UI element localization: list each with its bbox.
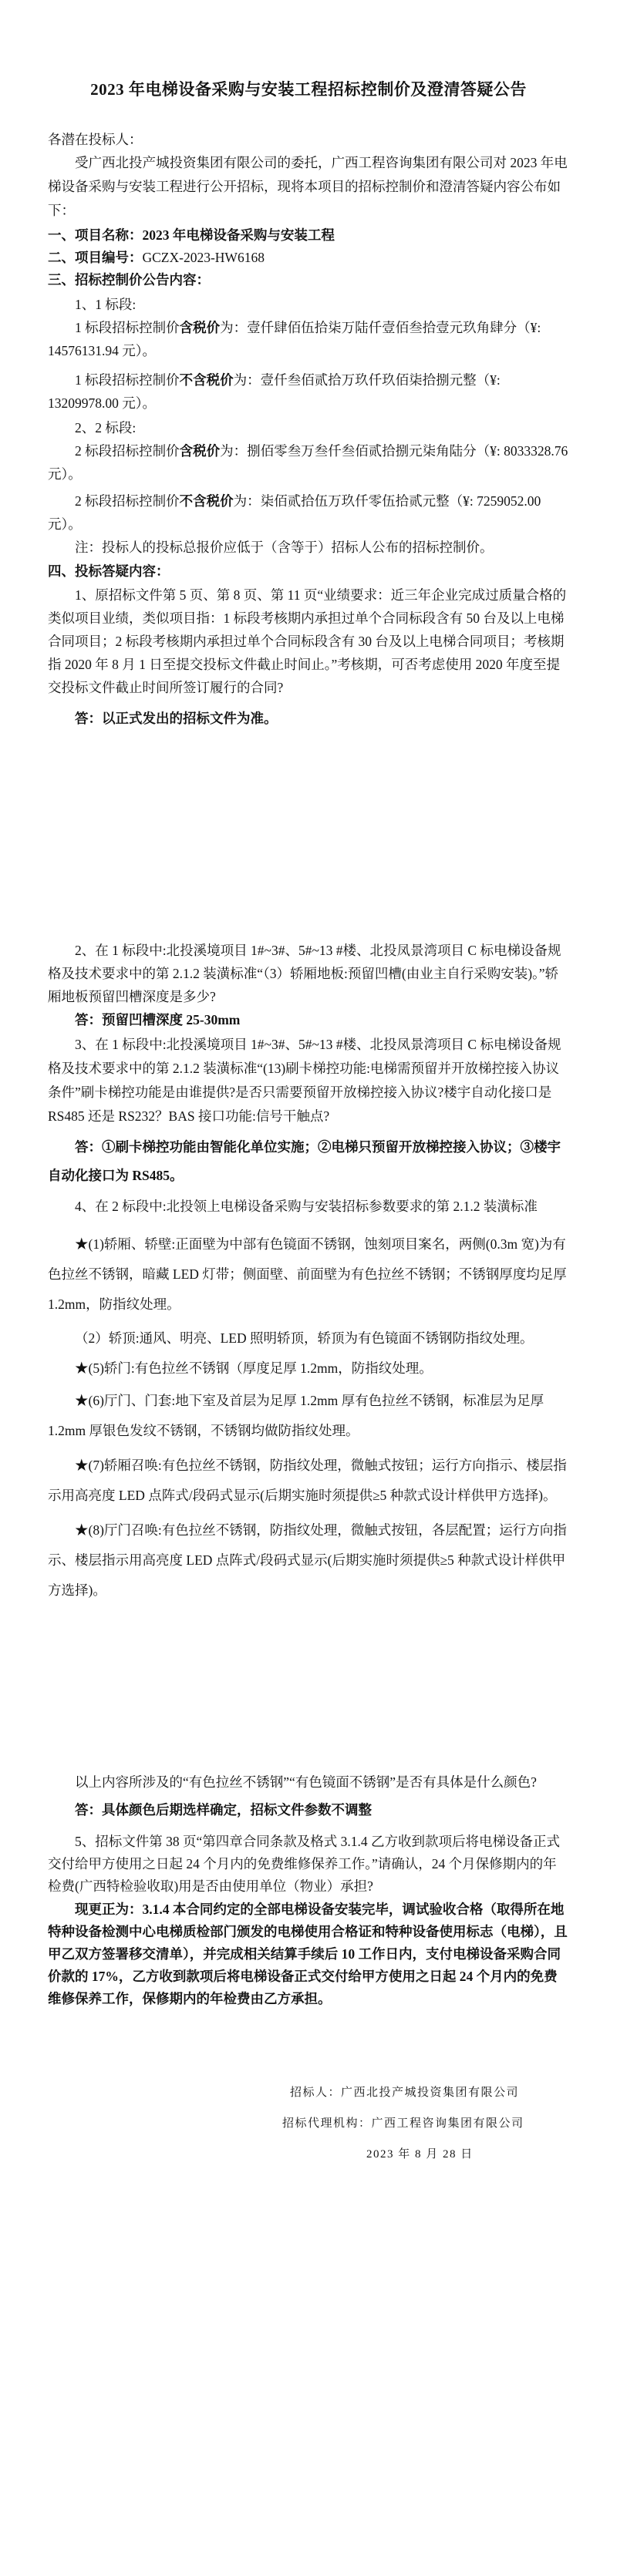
spec-item-8: ★(8)厅门召唤:有色拉丝不锈钢，防指纹处理，微触式按钮，各层配置；运行方向指示、楼层指示用高亮度 LED 点阵式/段码式显示(后期实施时须提供≥5 种款式设计样供甲方选择)。	[48, 1522, 567, 1598]
lot1-incl-amount: 为：壹仟肆佰伍拾柒万陆仟壹佰叁拾壹元玖角肆分（¥: 14576131.94 元）。	[48, 320, 541, 358]
lot2-excl-prefix: 2 标段招标控制价	[75, 493, 180, 509]
question-3: 3、在 1 标段中:北投溪境项目 1#~3#、5#~13 #楼、北投凤景湾项目 C 标电梯设备规格及技术要求中的第 2.1.2 装潢标准“(13)刷卡梯控功能:电梯需预留并开放梯控接入协议条件”刷卡梯控功能是由谁提供?是否只需要预留开放梯控接入协议?楼宇自动化接口是 RS485 还是 RS232？BAS 接口功能:信号干触点?	[48, 1037, 561, 1124]
announcement-date: 2023 年 8 月 28 日	[366, 2148, 474, 2161]
spec-item-7: ★(7)轿厢召唤:有色拉丝不锈钢，防指纹处理，微触式按钮；运行方向指示、楼层指示用高亮度 LED 点阵式/段码式显示(后期实施时须提供≥5 种款式设计样供甲方选择)。	[48, 1458, 567, 1503]
correction-paragraph: 现更正为：3.1.4 本合同约定的全部电梯设备安装完毕，调试验收合格（取得所在地特种设备检测中心电梯质检部门颁发的电梯使用合格证和特种设备使用标志（电梯），且甲乙双方签署移交清单），并完成相关结算手续后 10 工作日内，支付电梯设备采购合同价款的 17%，乙方收到款项后将电梯设备正式交付给甲方使用之日起 24 个月内的免费维修保养工作，保修期内的年检费由乙方承担。	[48, 1902, 568, 2006]
spec-item-6: ★(6)厅门、门套:地下室及首层为足厚 1.2mm 厚有色拉丝不锈钢，标准层为足厚 1.2mm 厚银色发纹不锈钢，不锈钢均做防指纹处理。	[48, 1393, 545, 1438]
color-question: 以上内容所涉及的“有色拉丝不锈钢”“有色镜面不锈钢”是否有具体是什么颜色?	[75, 1774, 537, 1790]
answer-1: 答：以正式发出的招标文件为准。	[75, 711, 278, 726]
doc-title: 2023 年电梯设备采购与安装工程招标控制价及澄清答疑公告	[90, 80, 527, 99]
question-1: 1、原招标文件第 5 页、第 8 页、第 11 页“业绩要求：近三年企业完成过质量合格的类似项目业绩，类似项目指：1 标段考核期内承担过单个合同标段含有 50 台及以上电梯合同项目；2 标段考核期内承担过单个合同标段含有 30 台及以上电梯合同项目；考核期指 2020 年 8 月 1 日至提交投标文件截止时间止。”考核期，可否考虑使用 2020 年度至提交投标文件截止时间所签订履行的合同?	[48, 587, 567, 695]
tax-excluded-label: 不含税价	[179, 493, 234, 509]
tax-included-label: 含税价	[179, 320, 221, 335]
section-4-heading: 四、投标答疑内容：	[48, 563, 170, 579]
spec-item-1: ★(1)轿厢、轿壁:正面壁为中部有色镜面不锈钢，蚀刻项目案名，两侧(0.3m 宽)为有色拉丝不锈钢，暗藏 LED 灯带；侧面壁、前面壁为有色拉丝不锈钢；不锈钢厚度均足厚 1.2mm，防指纹处理。	[48, 1236, 567, 1312]
lot1-price-excl-tax	[48, 368, 569, 415]
color-answer: 答：具体颜色后期选样确定，招标文件参数不调整	[75, 1802, 372, 1818]
spec-item-5: ★(5)轿门:有色拉丝不锈钢（厚度足厚 1.2mm，防指纹处理。	[75, 1360, 433, 1376]
tax-included-label: 含税价	[179, 443, 221, 459]
question-5: 5、招标文件第 38 页“第四章合同条款及格式 3.1.4 乙方收到款项后将电梯设备正式交付给甲方使用之日起 24 个月内的免费维修保养工作。”请确认，24 个月保修期内的年检费(广西特检验收取)用是否由使用单位（物业）承担?	[48, 1834, 561, 1894]
section-2-heading	[48, 247, 569, 269]
lot1-heading: 1、1 标段:	[75, 297, 137, 312]
project-number-label: 二、项目编号：	[48, 250, 143, 265]
project-name-label: 一、项目名称：	[48, 227, 143, 243]
intro-paragraph: 受广西北投产城投资集团有限公司的委托，广西工程咨询集团有限公司对 2023 年电梯设备采购与安装工程进行公开招标，现将本项目的招标控制价和澄清答疑内容公布如下：	[48, 155, 568, 218]
lot1-excl-amount: 为：壹仟叁佰贰拾万玖仟玖佰柒拾捌元整（¥: 13209978.00 元）。	[48, 372, 501, 411]
project-name-value: 2023 年电梯设备采购与安装工程	[142, 227, 335, 243]
lot2-price-incl-tax	[48, 439, 569, 486]
agent-signature: 招标代理机构：广西工程咨询集团有限公司	[282, 2117, 524, 2130]
lot1-incl-prefix: 1 标段招标控制价	[75, 320, 180, 335]
spec-item-2: （2）轿顶:通风、明亮、LED 照明轿顶，轿顶为有色镜面不锈钢防指纹处理。	[75, 1330, 534, 1346]
question-4-intro: 4、在 2 标段中:北投领上电梯设备采购与安装招标参数要求的第 2.1.2 装潢标准	[75, 1199, 538, 1214]
note-line: 注：投标人的投标总报价应低于（含等于）招标人公布的招标控制价。	[75, 540, 494, 555]
lot2-incl-prefix: 2 标段招标控制价	[75, 443, 180, 459]
project-number-value: GCZX-2023-HW6168	[142, 250, 265, 265]
question-2: 2、在 1 标段中:北投溪境项目 1#~3#、5#~13 #楼、北投凤景湾项目 C 标电梯设备规格及技术要求中的第 2.1.2 装潢标准“（3）轿厢地板:预留凹槽(由业主自行采购安装)。”轿厢地板预留凹槽深度是多少?	[48, 943, 561, 1004]
lot2-price-excl-tax	[48, 489, 569, 536]
lot2-excl-amount: 为：柒佰贰拾伍万玖仟零伍拾贰元整（¥: 7259052.00 元）。	[48, 493, 541, 532]
lot2-incl-amount: 为：捌佰零叁万叁仟叁佰贰拾捌元柒角陆分（¥: 8033328.76 元）。	[48, 443, 568, 482]
lot2-heading: 2、2 标段:	[75, 420, 137, 435]
bidder-signature: 招标人：广西北投产城投资集团有限公司	[290, 2087, 520, 2099]
answer-3: 答：①刷卡梯控功能由智能化单位实施；②电梯只预留开放梯控接入协议；③楼宇自动化接口为 RS485。	[48, 1139, 561, 1183]
tax-excluded-label: 不含税价	[179, 372, 234, 388]
lot1-excl-prefix: 1 标段招标控制价	[75, 372, 180, 388]
section-1-heading	[48, 224, 569, 247]
lot1-price-incl-tax	[48, 316, 569, 362]
answer-2: 答：预留凹槽深度 25-30mm	[75, 1012, 241, 1027]
section-3-heading: 三、招标控制价公告内容：	[48, 272, 210, 288]
salutation: 各潜在投标人：	[48, 132, 143, 147]
signature-block	[48, 2077, 569, 2170]
